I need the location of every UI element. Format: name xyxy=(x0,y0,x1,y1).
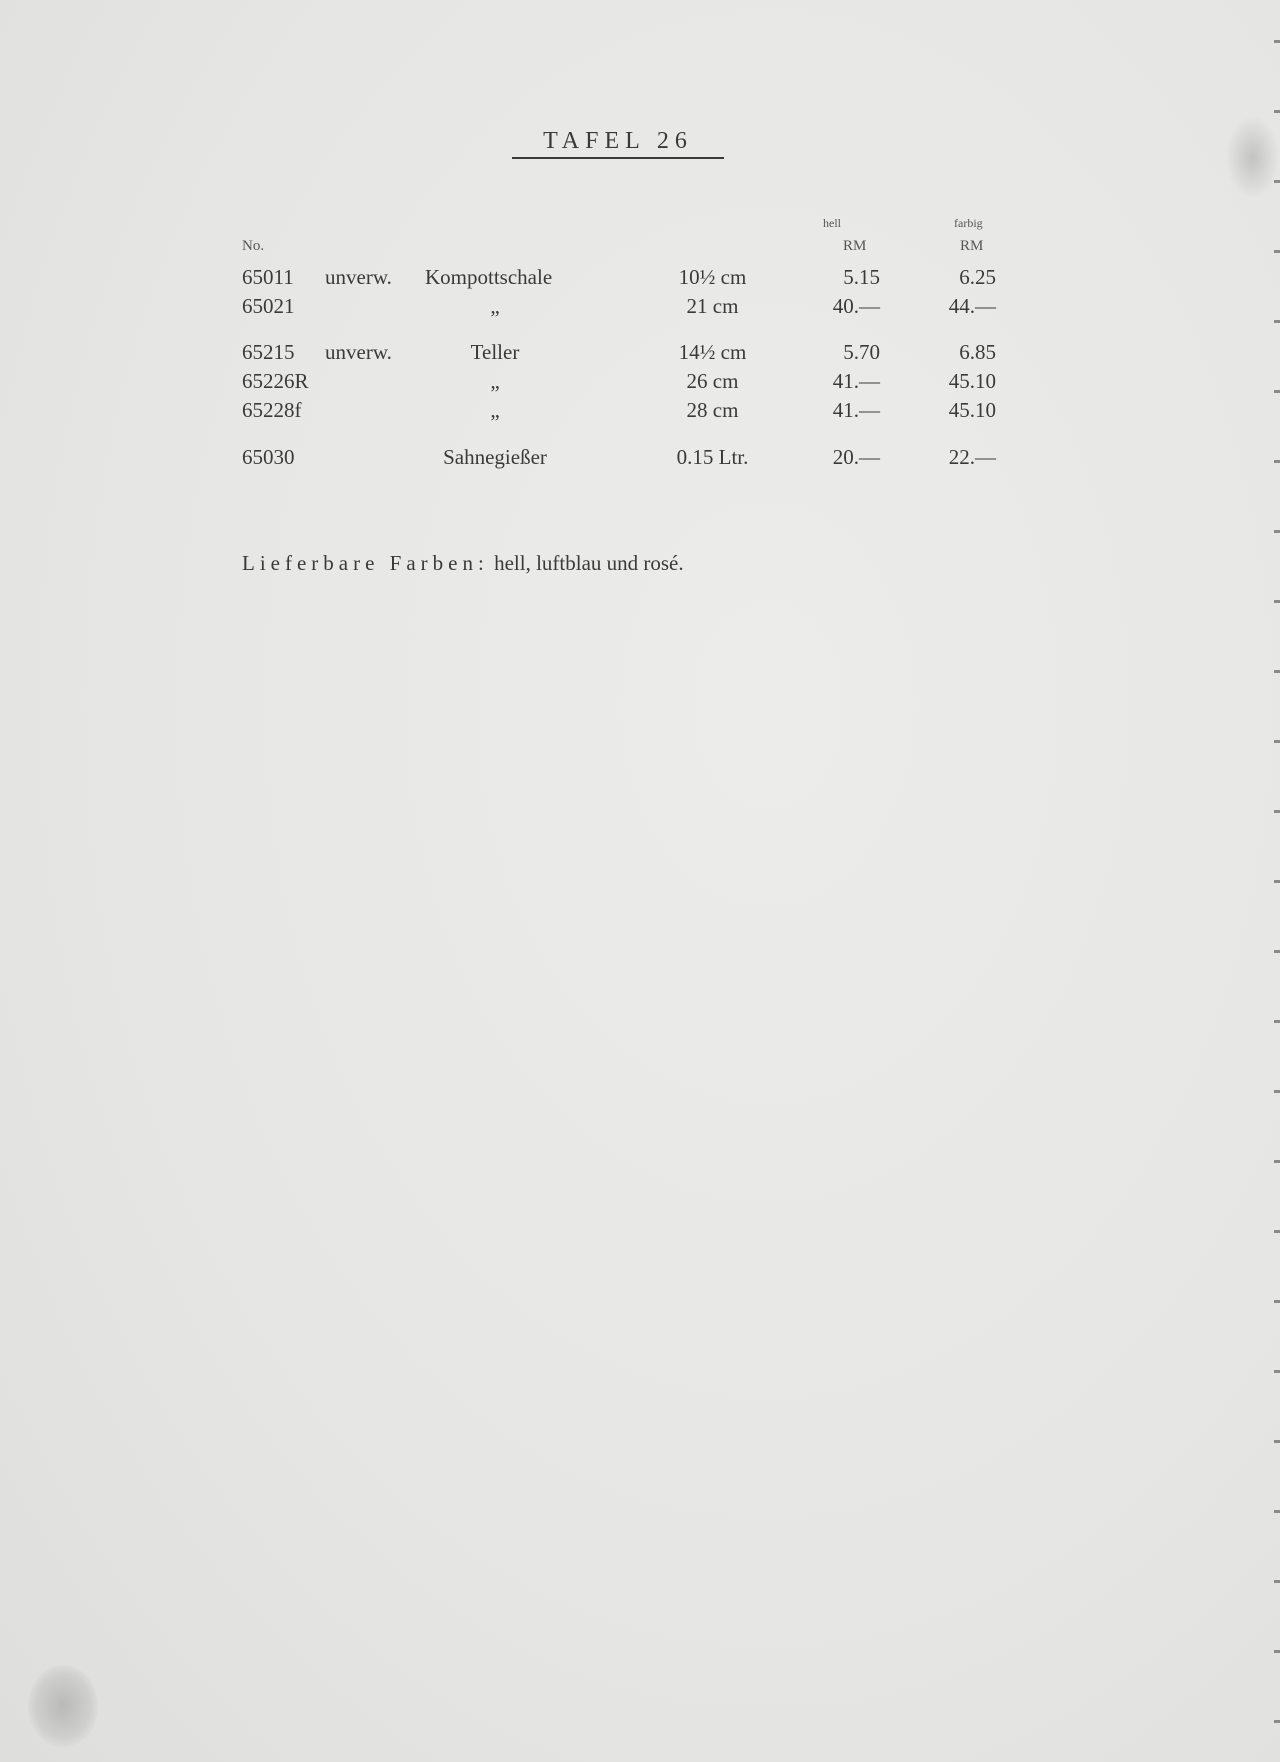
item-name: Teller xyxy=(470,340,520,364)
price-farbig: 22.— xyxy=(948,445,996,469)
item-number: 65030 xyxy=(242,445,295,469)
note-label: Lieferbare Farben: xyxy=(242,551,489,575)
ditto-mark: „ xyxy=(490,294,500,318)
column-header-farbig: farbig xyxy=(954,216,983,230)
table-row xyxy=(0,340,1280,368)
ditto-mark: „ xyxy=(490,369,500,393)
price-hell: 41.— xyxy=(832,369,880,393)
item-size: 21 cm xyxy=(686,294,739,318)
currency-header-hell: RM xyxy=(843,238,867,254)
price-farbig: 45.10 xyxy=(948,398,996,422)
item-size: 26 cm xyxy=(686,369,739,393)
ditto-mark: „ xyxy=(490,398,500,422)
paper-stain xyxy=(1225,115,1280,200)
table-row xyxy=(0,398,1280,426)
price-hell: 40.— xyxy=(832,294,880,318)
item-number: 65228f xyxy=(242,398,302,422)
table-row xyxy=(0,294,1280,322)
price-hell: 5.15 xyxy=(843,265,880,289)
currency-header-farbig: RM xyxy=(960,238,984,254)
item-name: Kompottschale xyxy=(425,265,553,289)
item-quality: unverw. xyxy=(325,265,392,289)
price-hell: 5.70 xyxy=(843,340,880,364)
note-text: hell, luftblau und rosé. xyxy=(494,551,684,575)
table-row xyxy=(0,445,1280,473)
item-size: 0.15 Ltr. xyxy=(676,445,749,469)
item-size: 28 cm xyxy=(686,398,739,422)
item-number: 65226R xyxy=(242,369,309,393)
price-farbig: 45.10 xyxy=(948,369,996,393)
price-farbig: 6.85 xyxy=(959,340,996,364)
column-header-hell: hell xyxy=(823,216,841,230)
item-size: 14½ cm xyxy=(678,340,747,364)
price-hell: 20.— xyxy=(832,445,880,469)
item-number: 65021 xyxy=(242,294,295,318)
item-size: 10½ cm xyxy=(678,265,747,289)
page-title: TAFEL 26 xyxy=(512,128,724,159)
price-farbig: 6.25 xyxy=(959,265,996,289)
available-colors-note xyxy=(242,551,684,576)
item-number: 65215 xyxy=(242,340,295,364)
paper-stain xyxy=(28,1665,98,1747)
price-farbig: 44.— xyxy=(948,294,996,318)
column-header-no: No. xyxy=(242,238,265,254)
table-row xyxy=(0,369,1280,397)
item-quality: unverw. xyxy=(325,340,392,364)
table-row xyxy=(0,265,1280,293)
price-hell: 41.— xyxy=(832,398,880,422)
item-name: Sahnegießer xyxy=(443,445,547,469)
item-number: 65011 xyxy=(242,265,294,289)
